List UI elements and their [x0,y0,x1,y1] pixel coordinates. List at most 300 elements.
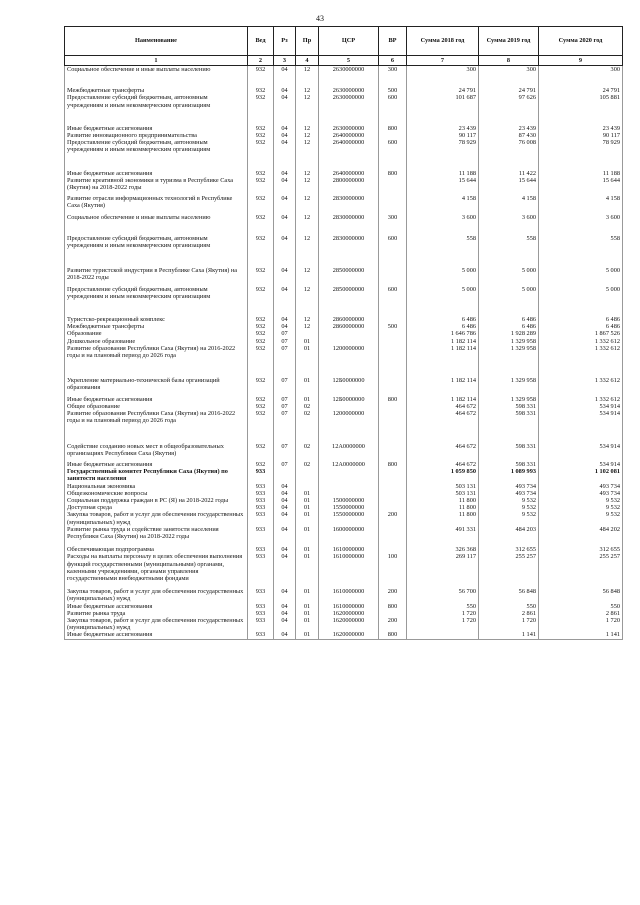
row-sum-2018-cell: 1 182 114 [407,345,479,359]
row-name-cell: Иные бюджетные ассигнования [65,461,248,468]
spacer-cell [296,109,319,125]
table-row [65,267,623,281]
spacer-cell [407,300,479,316]
spacer-cell [479,425,539,443]
spacer-cell [407,109,479,125]
row-name-cell: Развитие креативной экономики и туризма в Республике Саха (Якутия) на 2018-2022 годы [65,177,248,191]
row-sum-2020-cell: 1 332 612 [539,338,623,345]
row-csr-cell: 2630000000 [319,66,379,74]
row-sum-2020-cell: 484 202 [539,526,623,540]
row-name-cell: Закупка товаров, работ и услуг для обеспечения государственных (муниципальных) нужд [65,511,248,525]
row-spacer [65,249,623,267]
row-rz-cell: 04 [274,526,296,540]
row-ved-cell: 932 [248,377,274,391]
row-name-cell: Иные бюджетные ассигнования [65,396,248,403]
row-ved-cell: 932 [248,330,274,337]
row-pr-cell: 12 [296,87,319,94]
spacer-cell [296,73,319,87]
row-pr-cell: 12 [296,316,319,323]
row-pr-cell: 02 [296,410,319,424]
spacer-cell [407,221,479,235]
row-ved-cell: 932 [248,177,274,191]
spacer-cell [379,73,407,87]
row-sum-2018-cell: 90 117 [407,132,479,139]
row-sum-2020-cell: 4 158 [539,195,623,209]
row-name-cell: Закупка товаров, работ и услуг для обеспечения государственных (муниципальных) нужд [65,588,248,602]
row-csr-cell: 2800000000 [319,177,379,191]
row-sum-2020-cell: 1 720 [539,617,623,631]
row-sum-2019-cell: 598 331 [479,403,539,410]
row-sum-2018-cell: 503 131 [407,483,479,490]
row-name-cell: Иные бюджетные ассигнования [65,170,248,177]
row-ved-cell: 932 [248,345,274,359]
spacer-cell [319,249,379,267]
row-rz-cell: 07 [274,338,296,345]
row-csr-cell: 1200000000 [319,410,379,424]
table-row [65,603,623,610]
row-sum-2020-cell: 550 [539,603,623,610]
row-pr-cell: 12 [296,214,319,221]
row-vr-cell [379,610,407,617]
row-sum-2019-cell: 4 158 [479,195,539,209]
row-name-cell: Иные бюджетные ассигнования [65,125,248,132]
row-csr-cell: 2860000000 [319,316,379,323]
row-rz-cell: 04 [274,504,296,511]
spacer-cell [379,300,407,316]
row-rz-cell: 04 [274,235,296,249]
spacer-cell [319,221,379,235]
row-rz-cell: 04 [274,617,296,631]
row-sum-2018-cell: 4 158 [407,195,479,209]
row-pr-cell: 12 [296,286,319,300]
row-sum-2020-cell: 5 000 [539,267,623,281]
row-sum-2019-cell: 1 329 958 [479,338,539,345]
row-csr-cell: 1200000000 [319,345,379,359]
row-name-cell: Дошкольное образование [65,338,248,345]
spacer-cell [274,221,296,235]
row-csr-cell [319,403,379,410]
spacer-cell [407,73,479,87]
row-ved-cell: 932 [248,461,274,468]
spacer-cell [319,359,379,377]
row-ved-cell: 932 [248,94,274,108]
row-pr-cell: 01 [296,526,319,540]
row-name-cell: Межбюджетные трансферты [65,87,248,94]
spacer-cell [274,73,296,87]
row-sum-2020-cell: 1 102 081 [539,468,623,482]
table-row [65,546,623,553]
row-name-cell: Общее образование [65,403,248,410]
row-name-cell: Туристско-рекреационный комплекс [65,316,248,323]
row-name-cell: Обеспечивающая подпрограмма [65,546,248,553]
header-pr: Пр [296,27,319,56]
spacer-cell [479,300,539,316]
row-sum-2018-cell: 464 672 [407,403,479,410]
row-sum-2018-cell: 1 646 786 [407,330,479,337]
row-ved-cell: 933 [248,483,274,490]
row-name-cell: Межбюджетные трансферты [65,323,248,330]
row-sum-2020-cell: 24 791 [539,87,623,94]
row-rz-cell: 04 [274,610,296,617]
spacer-cell [248,221,274,235]
row-sum-2020-cell: 300 [539,66,623,74]
row-csr-cell: 1550000000 [319,504,379,511]
row-csr-cell: 2850000000 [319,267,379,281]
table-row [65,235,623,249]
row-csr-cell: 12А0000000 [319,443,379,457]
row-csr-cell: 1620000000 [319,631,379,639]
row-csr-cell: 2830000000 [319,195,379,209]
row-vr-cell [379,316,407,323]
row-name-cell: Предоставление субсидий бюджетным, автономным учреждениям и иным некоммерческим организациям [65,286,248,300]
spacer-cell [539,359,623,377]
row-ved-cell: 932 [248,195,274,209]
row-vr-cell: 300 [379,214,407,221]
row-sum-2018-cell: 326 368 [407,546,479,553]
row-sum-2018-cell [407,631,479,639]
row-sum-2020-cell: 493 734 [539,490,623,497]
row-pr-cell: 01 [296,546,319,553]
row-rz-cell [274,468,296,482]
row-sum-2018-cell: 11 800 [407,511,479,525]
row-pr-cell: 01 [296,511,319,525]
spacer-cell [65,109,248,125]
row-name-cell: Предоставление субсидий бюджетным, автономным учреждениям и иным некоммерческим организациям [65,139,248,153]
row-name-cell: Расходы на выплаты персоналу в целях обеспечения выполнения функций государственными (муниципальными) органами, казенными учреждениями, органами управления государственными внебюджетными фондами [65,553,248,582]
row-sum-2019-cell: 1 141 [479,631,539,639]
spacer-cell [65,425,248,443]
spacer-cell [248,154,274,170]
row-pr-cell [296,483,319,490]
row-vr-cell: 600 [379,286,407,300]
row-sum-2020-cell: 9 532 [539,497,623,504]
header-vr: ВР [379,27,407,56]
row-csr-cell [319,483,379,490]
header-csr: ЦСР [319,27,379,56]
row-csr-cell: 2630000000 [319,125,379,132]
table-row [65,631,623,639]
row-name-cell: Развитие отрасли информационных технологий в Республике Саха (Якутия) [65,195,248,209]
row-vr-cell [379,132,407,139]
spacer-cell [539,221,623,235]
row-ved-cell: 932 [248,214,274,221]
row-pr-cell: 01 [296,490,319,497]
spacer-cell [407,154,479,170]
row-sum-2018-cell: 1 182 114 [407,377,479,391]
row-vr-cell: 200 [379,617,407,631]
row-ved-cell: 933 [248,631,274,639]
row-sum-2018-cell: 558 [407,235,479,249]
row-name-cell: Доступная среда [65,504,248,511]
row-pr-cell: 12 [296,132,319,139]
row-vr-cell [379,177,407,191]
row-sum-2020-cell: 534 914 [539,403,623,410]
row-csr-cell: 2640000000 [319,170,379,177]
column-number: 3 [274,56,296,66]
row-sum-2020-cell: 3 600 [539,214,623,221]
row-sum-2019-cell: 1 329 958 [479,396,539,403]
header-sum-2020: Сумма 2020 год [539,27,623,56]
row-sum-2020-cell: 1 332 612 [539,345,623,359]
table-row [65,214,623,221]
row-sum-2020-cell: 23 439 [539,125,623,132]
row-name-cell: Иные бюджетные ассигнования [65,631,248,639]
row-spacer [65,359,623,377]
table-row [65,483,623,490]
row-spacer [65,221,623,235]
row-rz-cell: 07 [274,345,296,359]
row-sum-2019-cell: 598 331 [479,461,539,468]
row-vr-cell: 100 [379,553,407,582]
row-vr-cell [379,497,407,504]
spacer-cell [274,300,296,316]
table-row [65,286,623,300]
spacer-cell [65,300,248,316]
row-name-cell: Социальная поддержка граждан в РС (Я) на 2018-2022 годы [65,497,248,504]
table-row [65,553,623,582]
spacer-cell [379,359,407,377]
row-sum-2018-cell: 1 182 114 [407,338,479,345]
table-row [65,396,623,403]
spacer-cell [65,154,248,170]
row-csr-cell [319,338,379,345]
row-ved-cell: 933 [248,511,274,525]
row-ved-cell: 932 [248,125,274,132]
table-row [65,338,623,345]
row-pr-cell: 12 [296,66,319,74]
row-ved-cell: 933 [248,546,274,553]
row-vr-cell: 800 [379,396,407,403]
table-row [65,443,623,457]
row-sum-2020-cell: 5 000 [539,286,623,300]
spacer-cell [319,73,379,87]
spacer-cell [539,425,623,443]
row-sum-2019-cell: 5 000 [479,267,539,281]
row-sum-2019-cell: 56 848 [479,588,539,602]
spacer-cell [319,154,379,170]
header-ved: Вед [248,27,274,56]
spacer-cell [296,359,319,377]
row-sum-2020-cell: 9 532 [539,511,623,525]
row-pr-cell: 01 [296,504,319,511]
table-row [65,177,623,191]
row-sum-2019-cell: 598 331 [479,410,539,424]
row-sum-2020-cell: 255 257 [539,553,623,582]
row-ved-cell: 932 [248,396,274,403]
row-sum-2020-cell: 105 881 [539,94,623,108]
spacer-cell [248,73,274,87]
table-row [65,468,623,482]
table-row [65,170,623,177]
row-pr-cell: 01 [296,553,319,582]
spacer-cell [296,300,319,316]
row-sum-2020-cell: 534 914 [539,443,623,457]
row-ved-cell: 932 [248,323,274,330]
row-pr-cell [296,330,319,337]
table-row [65,497,623,504]
row-rz-cell: 04 [274,195,296,209]
column-number: 7 [407,56,479,66]
row-sum-2019-cell: 1 720 [479,617,539,631]
row-sum-2019-cell: 2 861 [479,610,539,617]
row-ved-cell: 932 [248,286,274,300]
row-sum-2018-cell: 56 700 [407,588,479,602]
row-name-cell: Развитие рынка труда [65,610,248,617]
spacer-cell [379,109,407,125]
row-csr-cell: 2830000000 [319,235,379,249]
row-sum-2019-cell: 1 329 958 [479,345,539,359]
row-sum-2019-cell: 1 928 289 [479,330,539,337]
header-rz: Рз [274,27,296,56]
row-sum-2019-cell: 15 644 [479,177,539,191]
row-sum-2018-cell: 78 929 [407,139,479,153]
row-sum-2019-cell: 300 [479,66,539,74]
spacer-cell [274,425,296,443]
spacer-cell [319,425,379,443]
row-pr-cell: 02 [296,403,319,410]
row-rz-cell: 04 [274,214,296,221]
row-sum-2018-cell: 5 000 [407,286,479,300]
spacer-cell [296,221,319,235]
table-row [65,610,623,617]
table-row [65,461,623,468]
row-rz-cell: 07 [274,461,296,468]
row-name-cell: Национальная экономика [65,483,248,490]
row-sum-2019-cell: 5 000 [479,286,539,300]
row-rz-cell: 04 [274,267,296,281]
column-number: 2 [248,56,274,66]
row-pr-cell: 12 [296,139,319,153]
table-row [65,323,623,330]
table-row [65,139,623,153]
spacer-cell [65,73,248,87]
row-sum-2020-cell: 6 486 [539,323,623,330]
row-rz-cell: 04 [274,588,296,602]
row-pr-cell: 12 [296,125,319,132]
row-pr-cell: 12 [296,94,319,108]
row-rz-cell: 04 [274,66,296,74]
row-sum-2018-cell: 269 117 [407,553,479,582]
row-sum-2018-cell: 101 687 [407,94,479,108]
row-sum-2018-cell: 464 672 [407,410,479,424]
row-ved-cell: 933 [248,588,274,602]
row-spacer [65,425,623,443]
row-vr-cell: 800 [379,125,407,132]
row-name-cell: Государственный комитет Республики Саха (Якутия) по занятости населения [65,468,248,482]
row-ved-cell: 932 [248,443,274,457]
row-ved-cell: 933 [248,504,274,511]
table-row [65,526,623,540]
spacer-cell [65,249,248,267]
spacer-cell [274,154,296,170]
row-ved-cell: 932 [248,338,274,345]
row-sum-2020-cell: 312 655 [539,546,623,553]
row-ved-cell: 933 [248,526,274,540]
row-csr-cell: 2630000000 [319,87,379,94]
row-csr-cell: 2860000000 [319,323,379,330]
header-sum-2019: Сумма 2019 год [479,27,539,56]
spacer-cell [319,109,379,125]
row-vr-cell [379,338,407,345]
row-name-cell: Развитие туристской индустрии в Республике Саха (Якутия) на 2018-2022 годы [65,267,248,281]
row-ved-cell: 933 [248,553,274,582]
spacer-cell [539,249,623,267]
row-ved-cell: 933 [248,468,274,482]
row-rz-cell: 04 [274,490,296,497]
row-rz-cell: 04 [274,139,296,153]
table-row [65,617,623,631]
row-sum-2019-cell: 11 422 [479,170,539,177]
row-vr-cell [379,490,407,497]
row-sum-2018-cell: 11 188 [407,170,479,177]
row-name-cell: Укрепление материально-технической базы организаций образования [65,377,248,391]
row-sum-2019-cell: 6 486 [479,316,539,323]
row-pr-cell: 12 [296,267,319,281]
spacer-cell [379,249,407,267]
row-rz-cell: 07 [274,403,296,410]
row-rz-cell: 04 [274,483,296,490]
spacer-cell [274,109,296,125]
row-csr-cell: 1610000000 [319,603,379,610]
row-vr-cell [379,403,407,410]
row-csr-cell: 1610000000 [319,553,379,582]
row-rz-cell: 04 [274,286,296,300]
column-number: 9 [539,56,623,66]
row-sum-2019-cell: 550 [479,603,539,610]
row-csr-cell: 2640000000 [319,139,379,153]
row-rz-cell: 04 [274,170,296,177]
row-sum-2020-cell: 534 914 [539,410,623,424]
table-row [65,94,623,108]
row-sum-2019-cell: 598 331 [479,443,539,457]
row-vr-cell: 800 [379,170,407,177]
spacer-cell [407,359,479,377]
spacer-cell [319,300,379,316]
table-row [65,330,623,337]
spacer-cell [65,359,248,377]
spacer-cell [539,73,623,87]
row-ved-cell: 932 [248,132,274,139]
row-sum-2019-cell: 9 532 [479,497,539,504]
row-ved-cell: 932 [248,316,274,323]
row-pr-cell: 12 [296,177,319,191]
row-rz-cell: 07 [274,396,296,403]
row-sum-2020-cell: 56 848 [539,588,623,602]
row-vr-cell [379,345,407,359]
table-row [65,87,623,94]
row-rz-cell: 04 [274,125,296,132]
spacer-cell [539,154,623,170]
row-sum-2019-cell: 9 532 [479,511,539,525]
row-sum-2020-cell: 11 188 [539,170,623,177]
table-row [65,511,623,525]
row-sum-2018-cell: 464 672 [407,443,479,457]
spacer-cell [248,249,274,267]
column-number: 4 [296,56,319,66]
table-row [65,132,623,139]
row-pr-cell: 12 [296,195,319,209]
row-sum-2018-cell: 550 [407,603,479,610]
row-vr-cell: 200 [379,588,407,602]
row-vr-cell: 500 [379,87,407,94]
row-sum-2018-cell: 464 672 [407,461,479,468]
row-sum-2018-cell: 24 791 [407,87,479,94]
row-rz-cell: 04 [274,553,296,582]
row-pr-cell: 12 [296,170,319,177]
spacer-cell [248,425,274,443]
row-sum-2020-cell: 1 867 526 [539,330,623,337]
row-csr-cell: 12Б0000000 [319,396,379,403]
